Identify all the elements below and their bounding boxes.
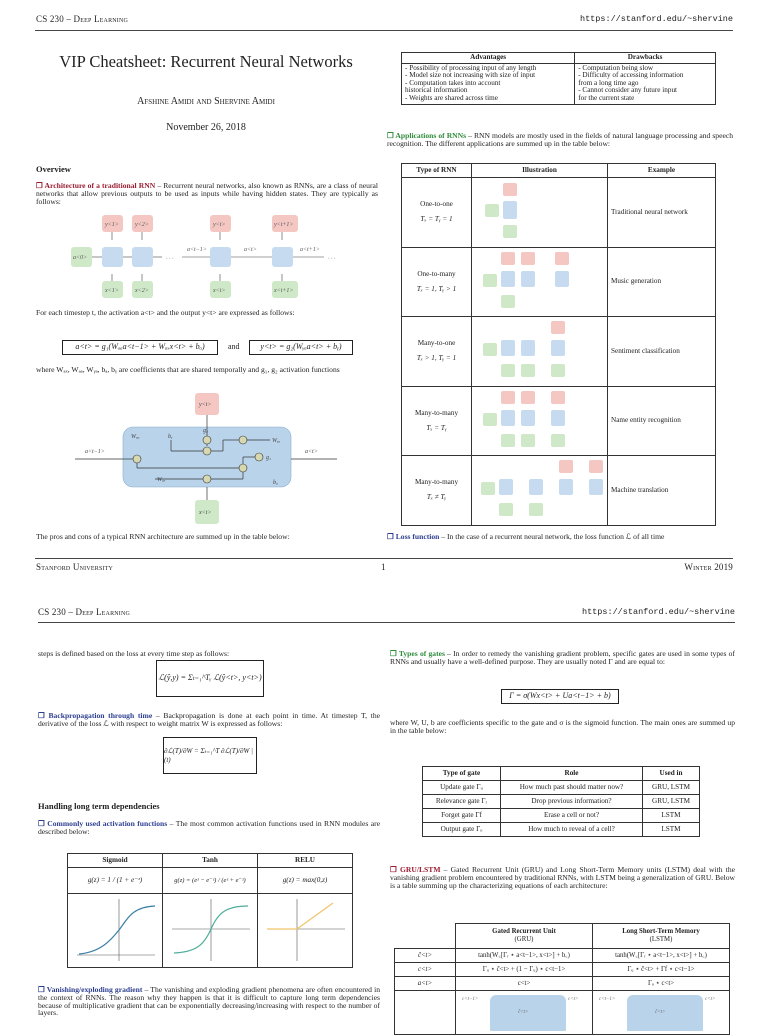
page2-bptt-text: – Backpropagation is done at each point in time. At timestep T, the derivative of the loss ℒ with respect to weight matrix W is expressed as follows: <box>38 711 380 728</box>
diagram-c-tilde: c̃<t> <box>655 1010 666 1015</box>
diagram-c-next: c<t> <box>568 997 579 1002</box>
table-row <box>402 178 716 248</box>
label-g2: g₂ <box>203 428 209 434</box>
diagram-c-tilde: c̃<t> <box>518 1010 529 1015</box>
dots: · · · <box>166 256 174 262</box>
page2-vanish-text: – The vanishing and exploding gradient phenomena are often encountered in the context of RNNs. The reason why they happen is that it is difficult to capture long term dependencies because of multiplicative gradient that can be exponentially decreasing/increasing with respect to the number of layers. <box>38 985 380 1018</box>
table-row <box>402 317 716 387</box>
rnn-cell-diagram <box>75 390 340 525</box>
page-header-course: CS 230 – Deep Learning <box>36 14 129 24</box>
paragraph-loss-function <box>387 533 733 541</box>
headers-0: Sigmoid <box>68 854 163 868</box>
headers-1: Illustration <box>472 164 608 178</box>
label-xt: x<t> <box>213 288 226 294</box>
2-2: LSTM <box>643 809 700 823</box>
page2-gru-text: – Gated Recurrent Unit (GRU) and Long Short-Term Memory units (LSTM) deal with the vanishing gradient problem encountered by traditional RNNs, with LSTM being a generalization of GRU. Below is a table summing up the characterizing equations of each architecture: <box>390 865 735 890</box>
headers-3: (LSTM) <box>649 936 673 943</box>
paragraph-activation <box>38 820 380 836</box>
gate-equation: Γ = σ(Wx<t> + Ua<t−1> + b) <box>501 689 619 704</box>
3-1: How much to reveal of a cell? <box>501 823 643 837</box>
gru-diagram <box>456 991 591 1031</box>
illustration-many-to-one <box>475 318 603 382</box>
illustration-one-to-one <box>475 179 603 243</box>
label-waa: Wₐₐ <box>131 434 140 440</box>
table-row <box>423 795 700 809</box>
rnn-architecture-diagram <box>62 213 352 305</box>
label-at1: a<t+1> <box>300 247 320 253</box>
drawbacks-2: from a long time ago <box>578 78 639 87</box>
label-a-in: a<t−1> <box>85 449 105 455</box>
0-example: Traditional neural network <box>608 178 716 248</box>
table-row <box>423 809 700 823</box>
0-0: Update gate Γᵤ <box>423 781 501 795</box>
page-number: 1 <box>381 562 386 572</box>
headers-2: Long Short-Term Memory <box>622 928 700 936</box>
2-2: Γₒ ⋆ c<t> <box>593 977 730 991</box>
pros-cons-text: The pros and cons of a typical RNN architecture are summed up in the table below: <box>36 532 290 541</box>
label-x2: x<2> <box>135 288 149 294</box>
paragraph-applications <box>387 132 733 148</box>
advantages-1: - Model size not increasing with size of input <box>405 71 536 80</box>
paragraph-gates <box>390 650 735 666</box>
label-x: x<t> <box>199 510 212 516</box>
formulas-0: g(z) = 1 / (1 + e⁻ᶻ) <box>68 868 163 894</box>
2-cond: Tₓ > 1, Tᵧ = 1 <box>416 354 457 363</box>
tanh-plot <box>166 895 254 963</box>
headers-2: Used in <box>643 767 700 781</box>
activation-functions-table <box>67 853 353 968</box>
1-1: Γᵤ ⋆ c̃<t> + (1 − Γᵤ) ⋆ c<t−1> <box>456 963 593 977</box>
page2-gru-title: ❐ GRU/LSTM <box>390 865 441 874</box>
page-header-url[interactable]: https://stanford.edu/~shervine <box>581 607 735 617</box>
label-at: a<t> <box>244 247 257 253</box>
label-yt: y<t> <box>213 222 226 228</box>
page2-act-title: ❐ Commonly used activation functions <box>38 819 168 828</box>
3-type: Many-to-many <box>414 408 459 417</box>
1-example: Music generation <box>608 247 716 317</box>
label-wya: Wᵧₐ <box>272 438 281 444</box>
label-yt1: y<t+1> <box>274 222 294 228</box>
rnn-types-table <box>401 163 716 526</box>
paragraph-architecture <box>36 182 378 205</box>
label-g1: g₁ <box>266 455 272 461</box>
headers-1: (GRU) <box>514 936 534 943</box>
table-row <box>402 386 716 456</box>
footer-term: Winter 2019 <box>684 562 733 572</box>
page1-loss-title: ❐ Loss function <box>387 532 440 541</box>
label-a0: a<0> <box>73 255 88 261</box>
sigmoid-plot <box>71 895 159 963</box>
drawbacks-3: - Cannot consider any future input <box>578 86 678 95</box>
1-1: Drop previous information? <box>501 795 643 809</box>
authors: Afshine Amidi and Shervine Amidi <box>137 96 275 107</box>
advantages-4: - Weights are shared across time <box>405 93 498 102</box>
gru-lstm-table <box>394 923 730 1035</box>
steps-text: steps is defined based on the loss at every time step as follows: <box>38 649 230 658</box>
page1-loss-text: – In the case of a recurrent neural network, the loss function ℒ of all time <box>439 532 665 541</box>
drawbacks-4: for the current state <box>578 93 635 102</box>
1-cond: Tₓ = 1, Tᵧ > 1 <box>416 284 457 293</box>
advantages-2: - Computation takes into account <box>405 78 501 87</box>
1-0: Relevance gate Γᵣ <box>423 795 501 809</box>
header-advantages: Advantages <box>402 53 575 64</box>
formulas-2: g(z) = max(0,z) <box>258 868 353 894</box>
paragraph-gru-lstm <box>390 866 735 889</box>
page2-bptt-title: ❐ Backpropagation through time <box>38 711 153 720</box>
0-cond: Tₓ = Tᵧ = 1 <box>420 215 453 224</box>
equation-activation: a<t> = g₁(Wₐₐa<t−1> + Wₐₓx<t> + bₐ) <box>62 340 218 355</box>
illustration-many-to-many-unequal <box>475 457 603 521</box>
illustration-many-to-many-equal <box>475 388 603 452</box>
lstm-diagram <box>593 991 728 1031</box>
0-type: One-to-one <box>420 199 453 208</box>
1-2: Γᵤ ⋆ c̃<t> + Γf ⋆ c<t−1> <box>593 963 730 977</box>
table-row <box>423 781 700 795</box>
label-xt1: x<t+1> <box>274 288 294 294</box>
page2-act-text: – The most common activation functions used in RNN modules are described below: <box>38 819 380 836</box>
4-type: Many-to-many <box>414 478 459 487</box>
paragraph-vanishing-gradient <box>38 986 380 1017</box>
page-header-course: CS 230 – Deep Learning <box>38 607 131 617</box>
label-x1: x<1> <box>105 288 119 294</box>
diagram-c-prev: c<t−1> <box>599 997 616 1002</box>
drawbacks-0: - Computation being slow <box>578 63 654 72</box>
0-2: tanh(W꜀[Γᵣ ⋆ a<t−1>, x<t>] + b꜀) <box>593 949 730 963</box>
equation-output: y<t> = g₂(Wᵧₐa<t> + bᵧ) <box>249 340 353 355</box>
2-1: Erase a cell or not? <box>501 809 643 823</box>
1-type: One-to-many <box>417 269 456 278</box>
header-drawbacks: Drawbacks <box>575 53 716 64</box>
timestep-text: For each timestep t, the activation a<t> and the output y<t> are expressed as follows: <box>36 308 295 317</box>
4-example: Machine translation <box>608 456 716 526</box>
3-example: Name entity recognition <box>608 386 716 456</box>
headers-0: Type of RNN <box>402 164 472 178</box>
2-0: Forget gate Γf <box>423 809 501 823</box>
2-example: Sentiment classification <box>608 317 716 387</box>
diagram-c-prev: c<t−1> <box>462 997 479 1002</box>
0-0: c̃<t> <box>395 949 456 963</box>
3-0: Output gate Γₒ <box>423 823 501 837</box>
table-row <box>395 949 730 963</box>
label-y: y<t> <box>199 402 212 408</box>
relu-plot <box>261 895 349 963</box>
date: November 26, 2018 <box>166 122 246 133</box>
section-heading-overview: Overview <box>36 164 71 174</box>
coefficients-text: where Wₐₓ, Wₐₐ, Wᵧₐ, bₐ, bᵧ are coefficients that are shared temporally and g₁, g₂ activation functions <box>36 365 340 374</box>
table-row <box>395 963 730 977</box>
2-0: a<t> <box>395 977 456 991</box>
page2-vanish-title: ❐ Vanishing/exploding gradient <box>38 985 143 994</box>
bptt-equation: ∂ℒ(T)/∂W = Σₜ₌₁^T ∂ℒ(T)/∂W |(t) <box>163 737 257 774</box>
footer-university: Stanford University <box>36 562 114 572</box>
table-row <box>395 977 730 991</box>
3-cond: Tₓ = Tᵧ <box>426 423 447 432</box>
headers-2: RELU <box>258 854 353 868</box>
0-1: How much past should matter now? <box>501 781 643 795</box>
equation-and: and <box>228 342 240 351</box>
advantages-3: historical information <box>405 86 468 95</box>
table-row <box>402 247 716 317</box>
2-type: Many-to-one <box>417 339 456 348</box>
headers-1: Tanh <box>163 854 258 868</box>
label-y1: y<1> <box>105 222 119 228</box>
headers-2: Example <box>608 164 716 178</box>
drawbacks-1: - Difficulty of accessing information <box>578 71 684 80</box>
page-title: VIP Cheatsheet: Recurrent Neural Networks <box>59 52 353 71</box>
3-2: LSTM <box>643 823 700 837</box>
dots: · · · <box>328 256 336 262</box>
headers-0: Type of gate <box>423 767 501 781</box>
label-at-1: a<t−1> <box>187 247 207 253</box>
advantages-drawbacks-table <box>401 52 716 105</box>
headers-1: Role <box>501 767 643 781</box>
label-by: bᵧ <box>168 434 173 440</box>
table-row <box>402 456 716 526</box>
gate-table <box>422 766 700 837</box>
advantages-0: - Possibility of processing input of any length <box>405 63 537 72</box>
page-header-url[interactable]: https://stanford.edu/~shervine <box>579 14 733 24</box>
gates-where-text: where W, U, b are coefficients specific to the gate and σ is the sigmoid function. The main ones are summed up in the table below: <box>390 718 735 735</box>
page2-gates-text: – In order to remedy the vanishing gradient problem, specific gates are used in some types of RNNs and usually have a well-defined purpose. They are usually noted Γ and are equal to: <box>390 649 735 666</box>
page1-apps-text: – RNN models are mostly used in the fields of natural language processing and speech recognition. The different applications are summed up in the table below: <box>387 131 733 148</box>
illustration-one-to-many <box>475 249 603 313</box>
diagram-c-next: c<t> <box>705 997 716 1002</box>
section-heading-long-term: Handling long term dependencies <box>38 801 160 811</box>
1-2: GRU, LSTM <box>643 795 700 809</box>
2-1: c<t> <box>456 977 593 991</box>
label-a-out: a<t> <box>305 449 318 455</box>
label-y2: y<2> <box>135 222 149 228</box>
label-ba: bₐ <box>273 480 278 486</box>
headers-0: Gated Recurrent Unit <box>492 928 556 936</box>
table-row <box>423 823 700 837</box>
1-0: c<t> <box>395 963 456 977</box>
page1-arch-text: – Recurrent neural networks, also known as RNNs, are a class of neural networks that allow previous outputs to be used as inputs while having hidden states. They are typically as follows: <box>36 181 378 206</box>
label-wax: Wₐₓ <box>157 477 166 483</box>
loss-equation: ℒ(ŷ,y) = Σₜ₌₁^Tᵧ ℒ(ŷ<t>, y<t>) <box>156 660 264 697</box>
0-2: GRU, LSTM <box>643 781 700 795</box>
0-1: tanh(W꜀[Γᵣ ⋆ a<t−1>, x<t>] + b꜀) <box>456 949 593 963</box>
page1-arch-title: ❐ Architecture of a traditional RNN <box>36 181 156 190</box>
4-cond: Tₓ ≠ Tᵧ <box>426 493 447 502</box>
page1-apps-title: ❐ Applications of RNNs <box>387 131 467 140</box>
paragraph-bptt <box>38 712 380 728</box>
page2-gates-title: ❐ Types of gates <box>390 649 445 658</box>
formulas-1: g(z) = (eᶻ − e⁻ᶻ) / (eᶻ + e⁻ᶻ) <box>163 868 258 894</box>
